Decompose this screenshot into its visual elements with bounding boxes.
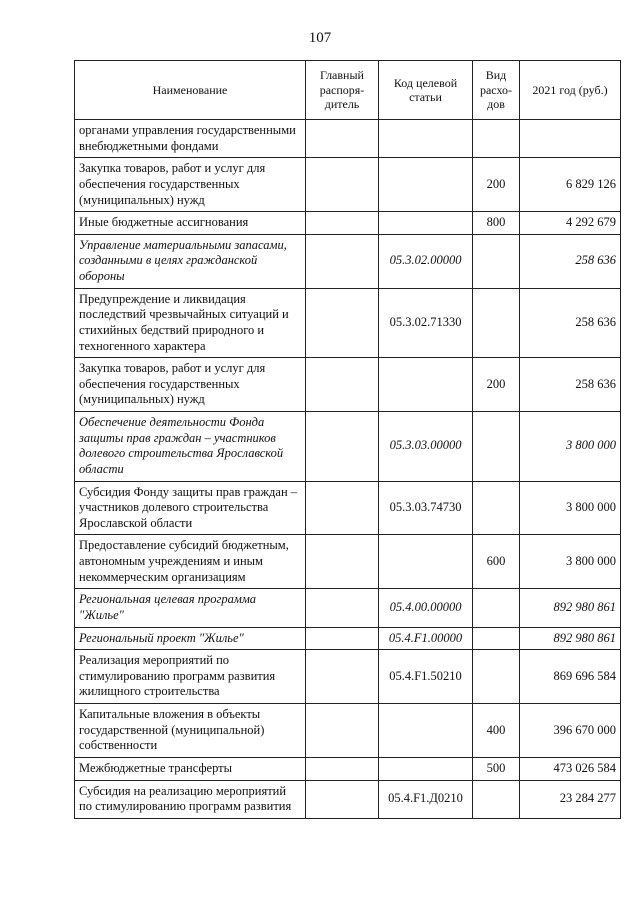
header-amount: 2021 год (руб.) [520,61,621,120]
row-target-code: 05.3.02.00000 [379,234,473,288]
row-amount: 3 800 000 [520,535,621,589]
row-name: Субсидия Фонду защиты прав граждан – участников долевого строительства Ярославской области [75,481,306,535]
row-target-code [379,358,473,412]
row-target-code [379,757,473,780]
row-target-code: 05.4.F1.00000 [379,627,473,650]
row-name: органами управления государственными внебюджетными фондами [75,120,306,158]
row-name: Закупка товаров, работ и услуг для обеспечения государственных (муниципальных) нужд [75,358,306,412]
row-amount: 258 636 [520,234,621,288]
header-target-code: Код целевой статьи [379,61,473,120]
table-row [75,535,621,589]
row-expense-type [473,589,520,627]
row-target-code [379,158,473,212]
table-row [75,589,621,627]
row-administrator [306,158,379,212]
table-row [75,120,621,158]
row-name: Иные бюджетные ассигнования [75,212,306,235]
row-administrator [306,535,379,589]
row-name: Закупка товаров, работ и услуг для обеспечения государственных (муниципальных) нужд [75,158,306,212]
row-expense-type: 500 [473,757,520,780]
row-administrator [306,288,379,358]
row-target-code: 05.4.F1.50210 [379,650,473,704]
row-name: Реализация мероприятий по стимулированию программ развития жилищного строительства [75,650,306,704]
row-amount: 4 292 679 [520,212,621,235]
row-name: Предоставление субсидий бюджетным, автономным учреждениям и иным некоммерческим организациям [75,535,306,589]
table-row [75,412,621,482]
budget-table [74,60,621,819]
row-administrator [306,234,379,288]
row-target-code: 05.4.00.00000 [379,589,473,627]
table-row [75,158,621,212]
header-expense-type: Вид расхо-дов [473,61,520,120]
row-target-code: 05.3.03.00000 [379,412,473,482]
row-amount: 23 284 277 [520,780,621,818]
row-target-code: 05.4.F1.Д0210 [379,780,473,818]
header-name: Наименование [75,61,306,120]
row-expense-type [473,481,520,535]
row-expense-type: 200 [473,158,520,212]
page-number: 107 [308,30,332,46]
row-amount: 3 800 000 [520,412,621,482]
row-target-code [379,120,473,158]
row-expense-type: 200 [473,358,520,412]
table-row [75,757,621,780]
row-amount: 258 636 [520,358,621,412]
row-name: Капитальные вложения в объекты государственной (муниципальной) собственности [75,704,306,758]
row-amount: 258 636 [520,288,621,358]
row-amount: 6 829 126 [520,158,621,212]
table-row [75,358,621,412]
row-administrator [306,358,379,412]
row-amount [520,120,621,158]
row-administrator [306,412,379,482]
row-administrator [306,627,379,650]
table-row [75,650,621,704]
row-name: Региональная целевая программа "Жилье" [75,589,306,627]
row-target-code: 05.3.02.71330 [379,288,473,358]
row-amount: 892 980 861 [520,589,621,627]
header-administrator: Главный распоря-дитель [306,61,379,120]
row-name: Субсидия на реализацию мероприятий по стимулированию программ развития [75,780,306,818]
row-expense-type [473,627,520,650]
row-expense-type [473,650,520,704]
row-name: Межбюджетные трансферты [75,757,306,780]
table-row [75,212,621,235]
row-expense-type [473,120,520,158]
row-amount: 396 670 000 [520,704,621,758]
table-row [75,704,621,758]
row-administrator [306,757,379,780]
row-expense-type [473,288,520,358]
row-name: Обеспечение деятельности Фонда защиты прав граждан – участников долевого строительства Ярославской области [75,412,306,482]
row-amount: 473 026 584 [520,757,621,780]
table-row [75,780,621,818]
row-name: Региональный проект "Жилье" [75,627,306,650]
row-target-code [379,212,473,235]
row-expense-type: 400 [473,704,520,758]
row-target-code: 05.3.03.74730 [379,481,473,535]
row-amount: 892 980 861 [520,627,621,650]
row-administrator [306,780,379,818]
row-expense-type: 800 [473,212,520,235]
row-target-code [379,704,473,758]
table-row [75,627,621,650]
row-expense-type: 600 [473,535,520,589]
row-administrator [306,589,379,627]
row-expense-type [473,412,520,482]
table-row [75,288,621,358]
table-row [75,481,621,535]
table-header-row [75,61,621,120]
row-amount: 3 800 000 [520,481,621,535]
row-expense-type [473,780,520,818]
row-administrator [306,120,379,158]
row-administrator [306,212,379,235]
table-row [75,234,621,288]
row-name: Предупреждение и ликвидация последствий чрезвычайных ситуаций и стихийных бедствий природного и техногенного характера [75,288,306,358]
row-administrator [306,650,379,704]
row-expense-type [473,234,520,288]
row-name: Управление материальными запасами, созданными в целях гражданской обороны [75,234,306,288]
row-administrator [306,481,379,535]
row-target-code [379,535,473,589]
row-amount: 869 696 584 [520,650,621,704]
row-administrator [306,704,379,758]
